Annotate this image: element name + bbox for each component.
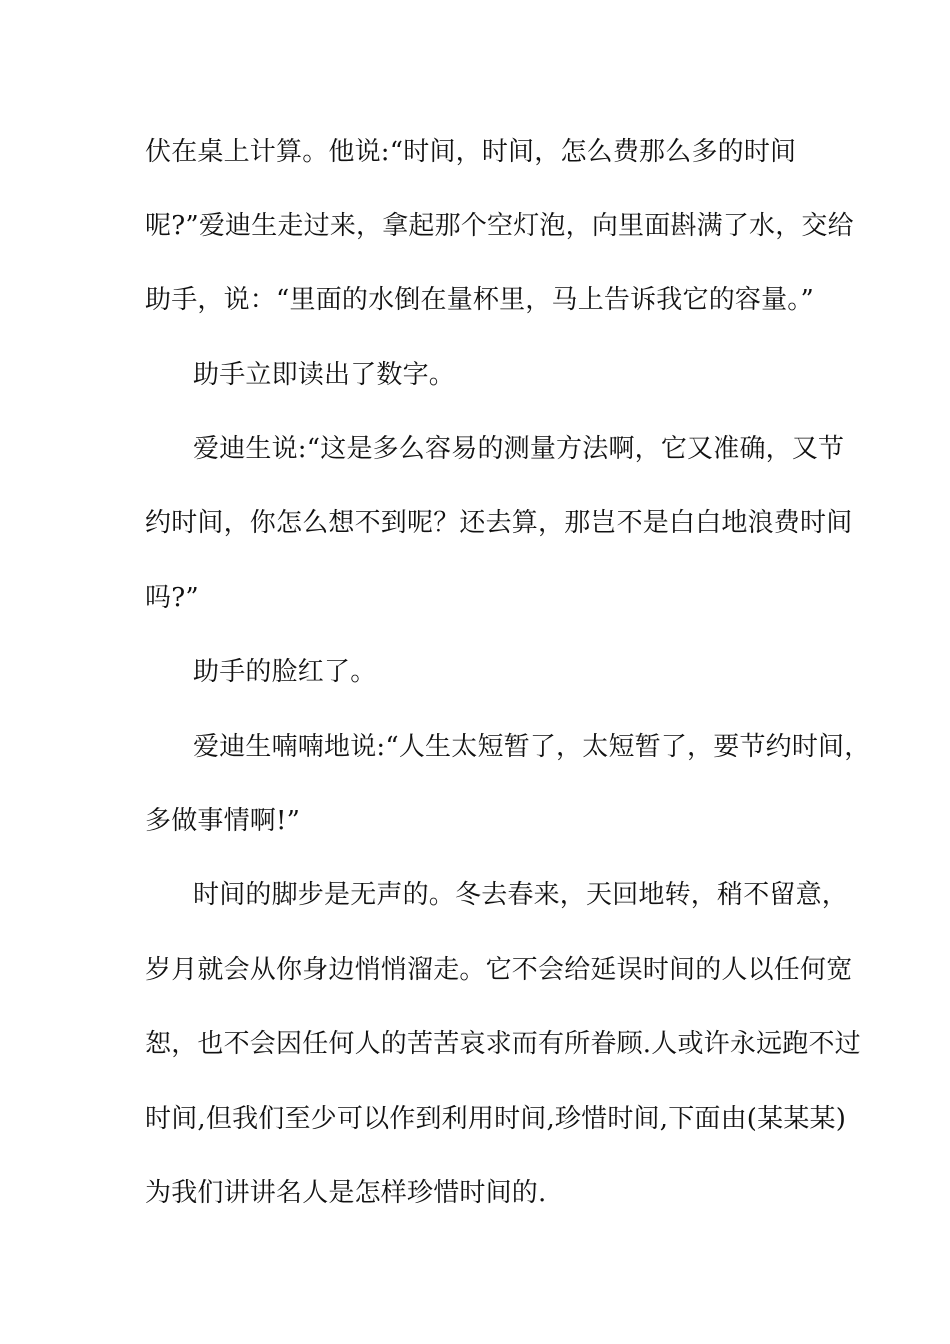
text-line-11: 时间的脚步是无声的。冬去春来，天回地转，稍不留意， [193, 880, 849, 910]
text-line-10: 多做事情啊!” [145, 806, 301, 836]
text-line-1: 伏在桌上计算。他说:“时间，时间，怎么费那么多的时间 [145, 137, 797, 167]
text-line-8: 助手的脸红了。 [193, 657, 377, 687]
text-line-9: 爱迪生喃喃地说:“人生太短暂了，太短暂了，要节约时间， [193, 732, 871, 762]
text-line-3: 助手，说：“里面的水倒在量杯里，马上告诉我它的容量。” [145, 285, 814, 315]
text-line-4: 助手立即读出了数字。 [193, 360, 456, 390]
text-line-6: 约时间，你怎么想不到呢？还去算，那岂不是白白地浪费时间 [145, 508, 853, 538]
text-line-12: 岁月就会从你身边悄悄溜走。它不会给延误时间的人以任何宽 [145, 955, 853, 985]
text-line-13: 恕，也不会因任何人的苦苦哀求而有所眷顾.人或许永远跑不过 [145, 1029, 861, 1059]
text-line-14: 时间,但我们至少可以作到利用时间,珍惜时间,下面由(某某某) [145, 1104, 847, 1134]
text-line-15: 为我们讲讲名人是怎样珍惜时间的. [145, 1178, 547, 1208]
text-line-2: 呢?”爱迪生走过来，拿起那个空灯泡，向里面斟满了水，交给 [145, 211, 854, 241]
text-line-7: 吗?” [145, 583, 199, 613]
text-line-5: 爱迪生说:“这是多么容易的测量方法啊，它又准确，又节 [193, 434, 845, 464]
